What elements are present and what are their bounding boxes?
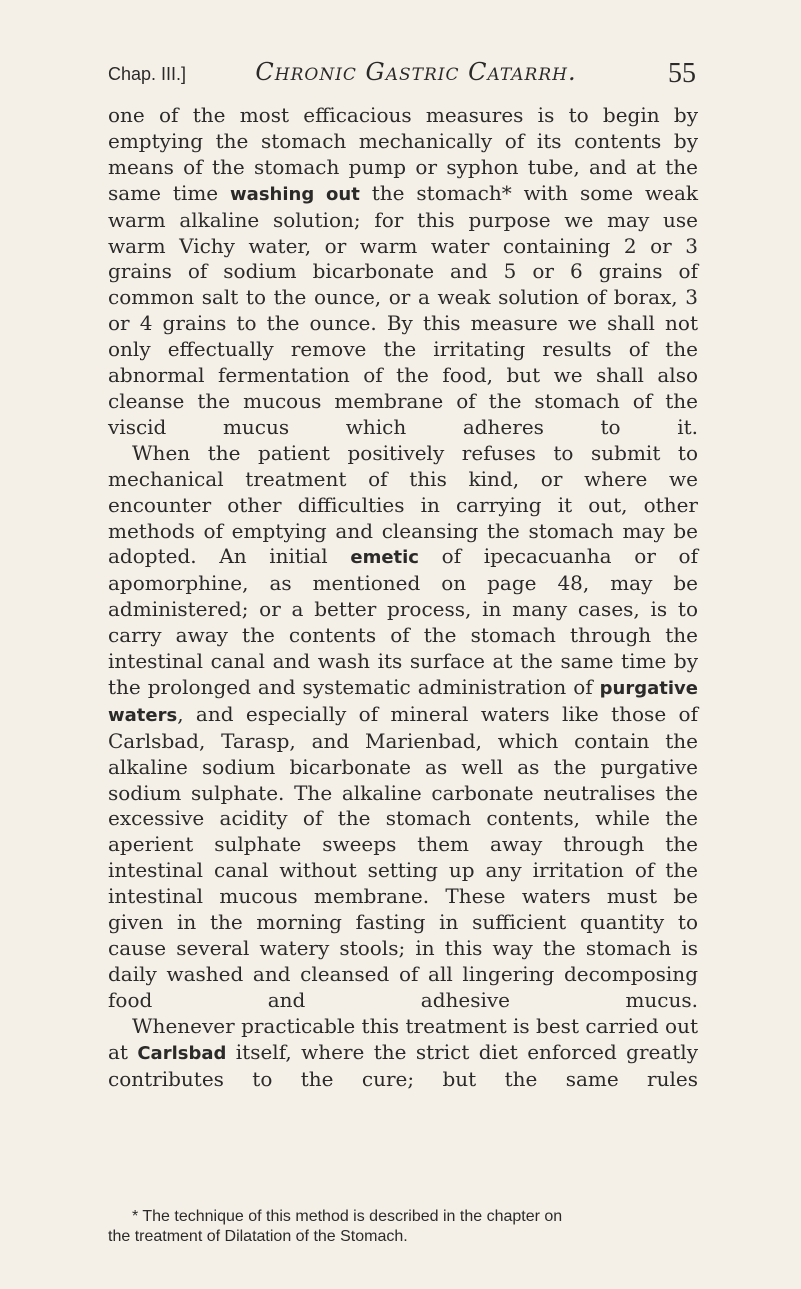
paragraph-1: [108, 103, 698, 441]
text-run: , and especially of mineral waters like those of Carlsbad, Tarasp, and Marienbad, which contain the alkaline sodium bicarbonate as well as the purgative sodium sulphate. The alkaline carbonate neutralises the excessive acidity of the stomach contents, while the aperient sulphate sweeps them away through the intestinal canal without setting up any irritation of the intestinal mucous membrane. These waters must be given in the morning fasting in sufficient quantity to cause several watery stools; in this way the stomach is daily washed and cleansed of all lingering decomposing food and adhesive mucus.: [108, 701, 698, 1012]
footnote-line-1: * The technique of this method is described in the chapter on: [132, 1208, 563, 1225]
chapter-label: Chap. III.]: [108, 64, 187, 84]
emphasis-emetic: emetic: [350, 547, 419, 569]
paragraph-2: [108, 441, 698, 1014]
footnote: [108, 1207, 698, 1247]
paragraph-3: [108, 1014, 698, 1093]
body-text: [108, 103, 698, 1092]
emphasis-purgative-waters: purgative waters: [108, 677, 698, 726]
running-title: Chronic Gastric Catarrh.: [255, 58, 577, 86]
running-header: [108, 58, 696, 94]
text-run: When the patient positively refuses to submit to mechanical treatment of this kind, or where we encounter other difficulties in carrying it out, other methods of emptying and cleansing the stomach may be adopted. An initial: [108, 440, 698, 569]
text-run: itself, where the strict diet enforced greatly contributes to the cure; but the same rules: [108, 1039, 698, 1091]
text-run: Whenever practicable this treatment is best carried out at: [108, 1013, 698, 1064]
emphasis-carlsbad: Carlsbad: [137, 1042, 227, 1064]
text-run: one of the most efficacious measures is to begin by emptying the stomach mechanically of its contents by means of the stomach pump or syphon tube, and at the same time: [108, 103, 698, 205]
footnote-line-2: the treatment of Dilatation of the Stomach.: [108, 1228, 408, 1245]
text-run: the stomach* with some weak warm alkaline solution; for this purpose we may use warm Vichy water, or warm water containing 2 or 3 grains of sodium bicarbonate and 5 or 6 grains of common salt to the ounce, or a weak solution of borax, 3 or 4 grains to the ounce. By this measure we shall not only effectually remove the irritating results of the abnormal fermentation of the food, but we shall also cleanse the mucous membrane of the stomach of the viscid mucus which adheres to it.: [108, 180, 698, 439]
text-run: of ipecacuanha or of apomorphine, as mentioned on page 48, may be administered; or a better process, in many cases, is to carry away the contents of the stomach through the intestinal canal and wash its surface at the same time by the prolonged and systematic administration of: [108, 544, 698, 699]
page-number: 55: [668, 58, 696, 89]
emphasis-washing-out: washing out: [230, 183, 360, 205]
